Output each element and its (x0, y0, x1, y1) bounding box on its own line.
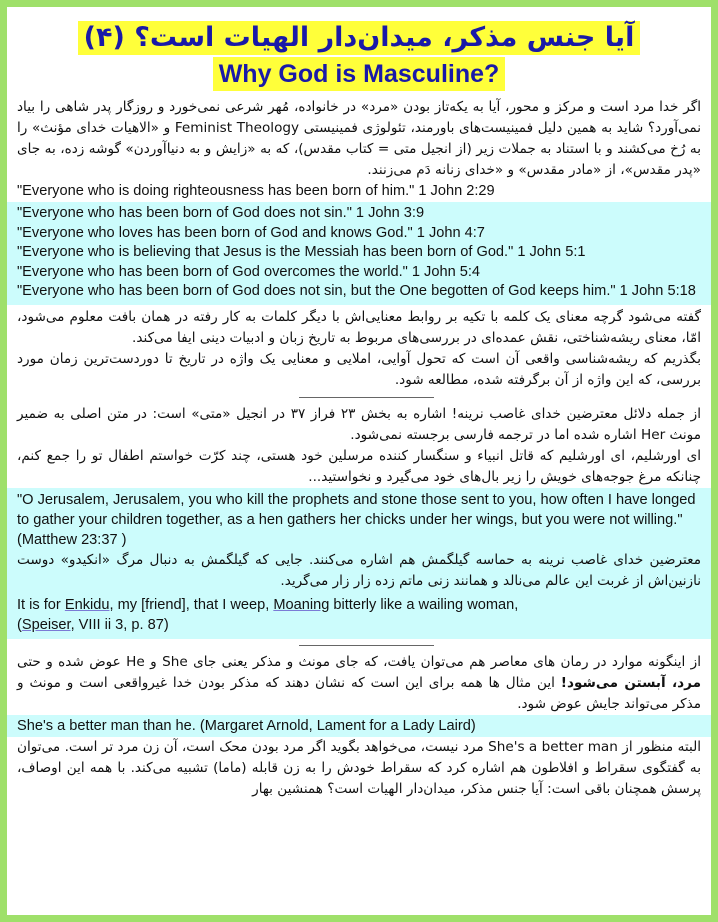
verse-item: "Everyone who has been born of God overcomes the world." 1 John 5:4 (17, 263, 481, 280)
title-block (7, 7, 711, 91)
verse-item: "Everyone who has been born of God does not sin." 1 John 3:9 (17, 205, 425, 221)
persian-title: آیا جنس مذکر، میدان‌دار الهیات است؟ (۴) (78, 21, 641, 55)
bold-phrase: مرد، آبستن می‌شود! (560, 674, 701, 691)
moaning-word: Moaning (273, 596, 330, 613)
she-quote-box (7, 715, 711, 737)
speiser-word: Speiser (21, 616, 71, 633)
matthew-quote: "O Jerusalem, Jerusalem, you who kill the prophets and stone those sent to you, how often I have longed to gather your children together, as a hen gathers her chicks under her wings, but you were not willing." (Matthew 23:37 ) (17, 491, 696, 548)
etymology-paragraph: بگذریم که ریشه‌شناسی واقعی آن است که تحول آوایی، املایی و معنایی یک واژه در تاریخ تا دوردست‌ترین زمان مورد بررسی، که این واژه از آن برگرفته شده، مطالعه شود. (17, 350, 701, 388)
verse-item: "Everyone who loves has been born of God and knows God." 1 John 4:7 (17, 224, 485, 241)
gilgamesh-quote: It is for Enkidu, my [friend], that I weep, Moaning bitterly like a wailing woman, (Speiser, VIII ii 3, p. 87) (17, 596, 519, 633)
article-page (7, 7, 711, 915)
matthew-persian-translation: ای اورشلیم، ای اورشلیم که قاتل انبیاء و سنگسار کننده مرسلین خود هستی، چند کرّت خواستم اطفال تو را جمع کنم، چنانکه مرغ جوجه‌های خویش را زیر بال‌های خود می‌گیرد و نخواستید... (17, 447, 701, 485)
matthew-box (7, 488, 711, 639)
verse-item: "Everyone who has been born of God does not sin, but the One begotten of God keeps him." 1 John 5:18 (17, 283, 696, 299)
etymology-paragraph: گفته می‌شود گرچه معنای یک کلمه با تکیه بر روابط معنایی‌اش با دیگر کلمات به کار رفته در همان بافت معلوم می‌شود، امّا، معنای ریشه‌شناختی، نقش عمده‌ای در بررسی‌های مربوط به تاریخ زبان و ادبیات دینی ایفا می‌کند. (17, 308, 701, 346)
gilgamesh-paragraph: معترضین خدای غاصب نرینه به حماسه گیلگمش هم اشاره می‌کنند. جایی که گیلگمش به دنبال مرگ «انکیدو» دوست نازنین‌اش از غربت این عالم می‌نالد و همانند زنی ماتم زده زار زار می‌گرید. (17, 551, 701, 589)
verse-item: "Everyone who is believing that Jesus is the Messiah has been born of God." 1 John 5:1 (17, 244, 586, 260)
section-divider (299, 645, 434, 646)
matthew-intro-paragraph: از جمله دلائل معترضین خدای غاصب نرینه! اشاره به بخش ۲۳ فراز ۳۷ در انجیل «متی» است: در متن اصلی به ضمیر مونث Her اشاره شده اما در ترجمه فارسی برجسته نمی‌شود. (17, 405, 702, 443)
bible-verses-box (7, 202, 711, 305)
modern-novels-paragraph: از اینگونه موارد در رمان های معاصر هم می‌توان یافت، که جای مونث و مذکر یعنی جای She و He عوض شده و حتی مرد، آبستن می‌شود! این مثال ها همه برای این است که نشان دهند که مذکر بودن خدا غیرواقعی است و مونث و مذکر می‌تواند جایش عوض شود. (17, 653, 701, 712)
english-title: Why God is Masculine? (213, 57, 506, 91)
section-divider (299, 397, 434, 398)
intro-paragraph: اگر خدا مرد است و مرکز و محور، آیا به یکه‌تاز بودن «مرد» در خانواده، مُهر شرعی نمی‌خورد و روزگار پدر شاهی را بیاد نمی‌آورد؟ شاید به همین دلیل فمینیست‌های باورمند، تئولوژی فمینیستی Feminist Theology و «الاهیات خدای مؤنث» را به رُخ می‌کشند و با استناد به جملات زیر (از انجیل متی = کتاب مقدس)، که به «زایش و به دنیاآوردن» گوشه زده، به جای «پدر مقدس»، از «مادر مقدس» و «خدای زنانه دَم می‌زنند. (17, 99, 702, 178)
enkidu-word: Enkidu (64, 596, 110, 613)
closing-paragraph: البته منظور از She's a better man مرد نیست، می‌خواهد بگوید اگر مرد بودن محک است، آن زن مرد تر است. می‌توان به گفتگوی سقراط و افلاطون هم اشاره کرد که سقراط خودش را به زن قابله (ماما) تشبیه می‌کند. با همه این اوصاف، پرسش همچنان باقی است: آیا جنس مذکر، میدان‌دار الهیات است؟ همنشین بهار (17, 738, 701, 797)
verse-lead: "Everyone who is doing righteousness has been born of him." 1 John 2:29 (17, 183, 495, 199)
she-quote: She's a better man than he. (Margaret Arnold, Lament for a Lady Laird) (17, 717, 476, 734)
